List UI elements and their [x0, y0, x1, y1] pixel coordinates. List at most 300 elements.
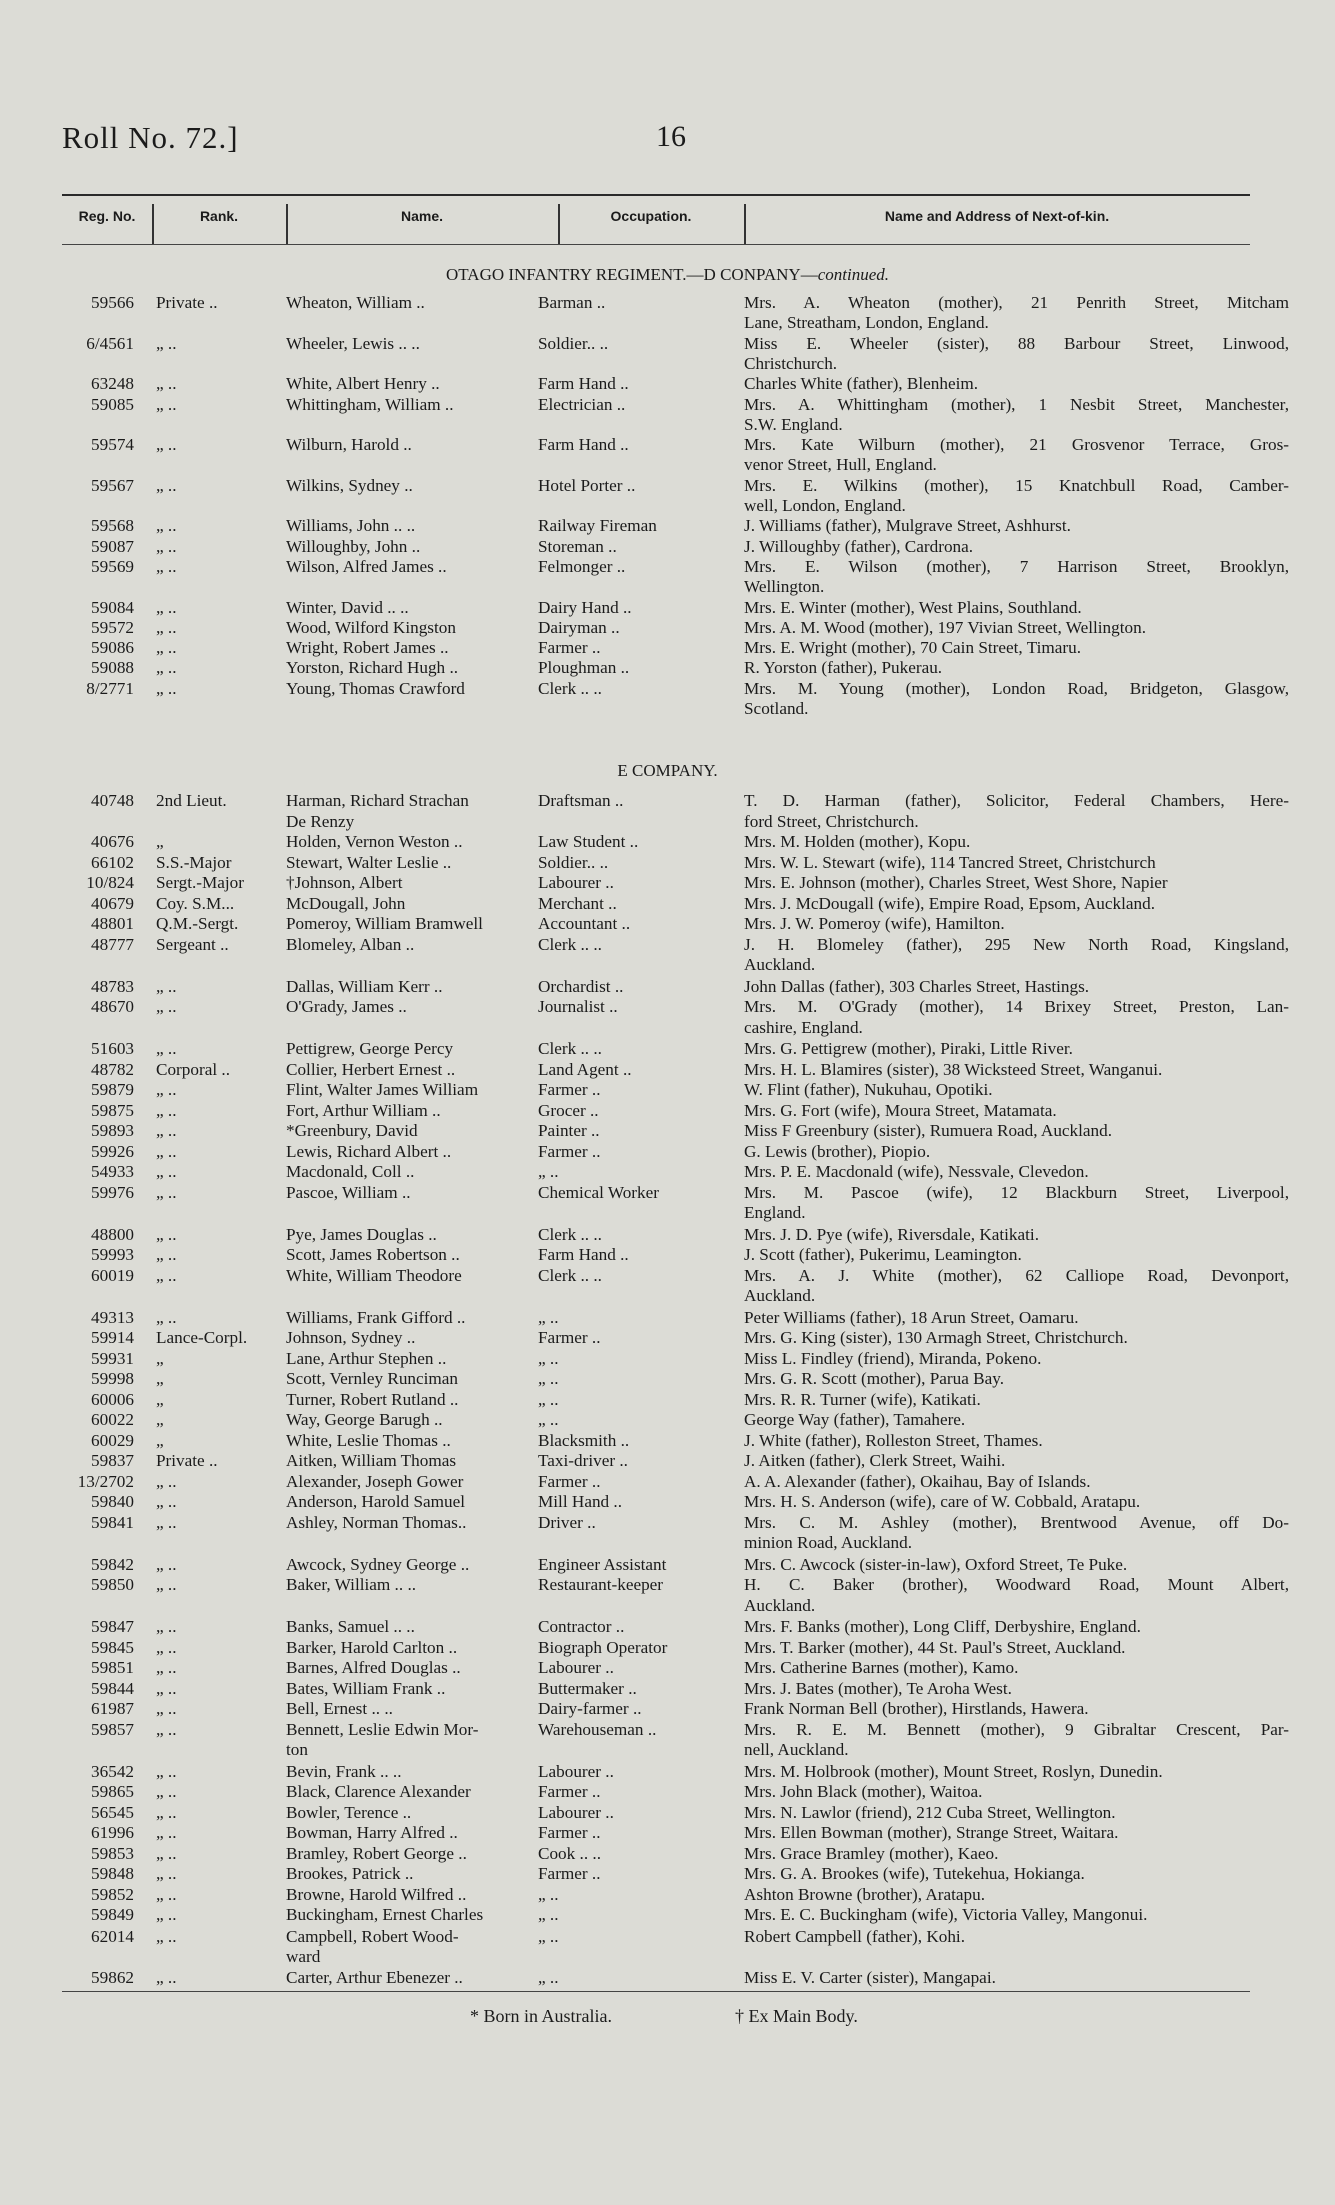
name: Wheeler, Lewis .. .. — [286, 333, 420, 353]
occupation: Clerk .. .. — [538, 1265, 602, 1285]
next-of-kin: Mrs. P. E. Macdonald (wife), Nessvale, Clevedon. — [744, 1162, 1089, 1181]
rank: „ .. — [156, 1926, 177, 1946]
reg-no: 60022 — [91, 1410, 134, 1429]
occupation: Farm Hand .. — [538, 435, 629, 455]
occupation: Farmer .. — [538, 638, 601, 658]
next-of-kin: Mrs. G. King (sister), 130 Armagh Street, Christchurch. — [744, 1328, 1128, 1347]
name: Williams, Frank Gifford .. — [286, 1307, 466, 1327]
occupation: Felmonger .. — [538, 556, 626, 576]
name: Browne, Harold Wilfred .. — [286, 1884, 467, 1904]
name: Turner, Robert Rutland .. — [286, 1389, 459, 1409]
occupation: Farmer .. — [538, 1141, 601, 1161]
name: Way, George Barugh .. — [286, 1410, 443, 1429]
reg-no: 59852 — [91, 1884, 134, 1904]
occupation: Farmer .. — [538, 1080, 601, 1099]
name: Carter, Arthur Ebenezer .. — [286, 1967, 463, 1987]
occupation: Orchardist .. — [538, 976, 624, 996]
next-of-kin: Miss L. Findley (friend), Miranda, Pokeno. — [744, 1348, 1042, 1368]
next-of-kin: Mrs. J. McDougall (wife), Empire Road, Epsom, Auckland. — [744, 893, 1155, 913]
occupation: Clerk .. .. — [538, 934, 602, 954]
reg-no: 59993 — [91, 1245, 134, 1264]
next-of-kin: Mrs. R. E. M. Bennett (mother), 9 Gibraltar Crescent, Par- — [744, 1719, 1289, 1739]
occupation: Farm Hand .. — [538, 374, 629, 394]
name: Macdonald, Coll .. — [286, 1162, 415, 1181]
next-of-kin-continuation: Wellington. — [744, 577, 825, 597]
rank: Private .. — [156, 293, 218, 312]
occupation: Farmer .. — [538, 1864, 601, 1883]
rank: „ .. — [156, 556, 177, 576]
reg-no: 59569 — [91, 556, 134, 576]
name: Banks, Samuel .. .. — [286, 1617, 415, 1636]
next-of-kin-continuation: Auckland. — [744, 1595, 816, 1615]
next-of-kin: Mrs. A. Whittingham (mother), 1 Nesbit Street, Manchester, — [744, 394, 1289, 414]
occupation: Buttermaker .. — [538, 1678, 637, 1698]
next-of-kin: Mrs. Kate Wilburn (mother), 21 Grosvenor Terrace, Gros- — [744, 435, 1289, 455]
reg-no: 59086 — [91, 638, 134, 658]
occupation: Merchant .. — [538, 893, 617, 913]
occupation: Clerk .. .. — [538, 1039, 602, 1058]
reg-no: 59875 — [91, 1100, 134, 1120]
next-of-kin: Mrs. A. Wheaton (mother), 21 Penrith Street, Mitcham — [744, 293, 1289, 312]
next-of-kin: Robert Campbell (father), Kohi. — [744, 1926, 965, 1946]
rank: „ .. — [156, 597, 177, 617]
col-reg-no: Reg. No. — [78, 208, 136, 224]
reg-no: 59842 — [91, 1554, 134, 1574]
name: Willoughby, John .. — [286, 536, 421, 556]
rank: „ .. — [156, 1554, 177, 1574]
next-of-kin-continuation: Scotland. — [744, 699, 809, 718]
rank: „ .. — [156, 1121, 177, 1140]
reg-no: 48670 — [91, 997, 134, 1016]
next-of-kin: Mrs. T. Barker (mother), 44 St. Paul's Street, Auckland. — [744, 1637, 1126, 1657]
next-of-kin: W. Flint (father), Nukuhau, Opotiki. — [744, 1080, 993, 1099]
occupation: Contractor .. — [538, 1617, 625, 1636]
name: Yorston, Richard Hugh .. — [286, 658, 459, 678]
reg-no: 63248 — [91, 374, 134, 394]
name: Bramley, Robert George .. — [286, 1843, 467, 1863]
next-of-kin: A. A. Alexander (father), Okaihau, Bay of Islands. — [744, 1471, 1091, 1491]
rank: „ .. — [156, 1512, 177, 1532]
next-of-kin-continuation: Lane, Streatham, London, England. — [744, 313, 989, 333]
name: Flint, Walter James William — [286, 1080, 479, 1099]
reg-no: 49313 — [91, 1307, 134, 1327]
rank: „ .. — [156, 976, 177, 996]
rank: „ .. — [156, 1265, 177, 1285]
rank: „ — [156, 1389, 164, 1409]
occupation: Ploughman .. — [538, 658, 630, 678]
next-of-kin: Mrs. J. Bates (mother), Te Aroha West. — [744, 1678, 1012, 1698]
rank: „ .. — [156, 1471, 177, 1491]
section-e-company: E COMPANY. — [617, 761, 718, 780]
occupation: „ .. — [538, 1410, 559, 1429]
next-of-kin: Ashton Browne (brother), Aratapu. — [744, 1884, 986, 1904]
next-of-kin-continuation: England. — [744, 1203, 806, 1222]
next-of-kin: Mrs. E. Wright (mother), 70 Cain Street, Timaru. — [744, 638, 1081, 658]
reg-no: 48800 — [91, 1224, 134, 1244]
name: Young, Thomas Crawford — [286, 678, 465, 698]
occupation: „ .. — [538, 1884, 559, 1904]
rank: S.S.-Major — [156, 852, 232, 872]
name: Bell, Ernest .. .. — [286, 1699, 393, 1718]
col-name: Name. — [400, 208, 444, 224]
name: White, William Theodore — [286, 1265, 462, 1285]
next-of-kin: Mrs. G. Fort (wife), Moura Street, Matamata. — [744, 1100, 1057, 1120]
rank: „ — [156, 1430, 164, 1450]
reg-no: 59084 — [91, 597, 134, 617]
rank: „ .. — [156, 1575, 177, 1594]
next-of-kin: Mrs. R. R. Turner (wife), Katikati. — [744, 1389, 981, 1409]
next-of-kin: Mrs. E. Winter (mother), West Plains, Southland. — [744, 597, 1082, 617]
name: Stewart, Walter Leslie .. — [286, 852, 452, 872]
name: Barker, Harold Carlton .. — [286, 1637, 458, 1657]
name: Holden, Vernon Weston .. — [286, 832, 463, 851]
rank: „ — [156, 1410, 164, 1429]
next-of-kin: J. Aitken (father), Clerk Street, Waihi. — [744, 1451, 1006, 1470]
next-of-kin: Mrs. J. W. Pomeroy (wife), Hamilton. — [744, 914, 1005, 933]
next-of-kin: Mrs. W. L. Stewart (wife), 114 Tancred Street, Christchurch — [744, 852, 1156, 872]
occupation: Labourer .. — [538, 873, 614, 892]
name: Scott, James Robertson .. — [286, 1245, 460, 1264]
next-of-kin-continuation: nell, Auckland. — [744, 1740, 849, 1759]
occupation: Soldier.. .. — [538, 333, 609, 353]
name: Williams, John .. .. — [286, 516, 416, 536]
footnote-born-australia: * Born in Australia. — [470, 2006, 612, 2026]
occupation: „ .. — [538, 1162, 559, 1181]
reg-no: 60029 — [91, 1430, 134, 1450]
name: Black, Clarence Alexander — [286, 1782, 471, 1801]
footnote-ex-main-body: † Ex Main Body. — [735, 2006, 858, 2026]
rank: „ .. — [156, 1182, 177, 1202]
reg-no: 59088 — [91, 658, 134, 678]
rank: „ .. — [156, 1617, 177, 1636]
name: Barnes, Alfred Douglas .. — [286, 1658, 461, 1677]
rank: „ .. — [156, 1080, 177, 1099]
rank: „ .. — [156, 1967, 177, 1987]
occupation: Law Student .. — [538, 832, 639, 851]
name: Johnson, Sydney .. — [286, 1328, 416, 1347]
name: Pettigrew, George Percy — [286, 1039, 454, 1058]
occupation: Farmer .. — [538, 1328, 601, 1347]
occupation: Dairy-farmer .. — [538, 1699, 642, 1718]
rank: „ .. — [156, 1802, 177, 1822]
reg-no: 59851 — [91, 1658, 134, 1677]
reg-no: 48782 — [91, 1059, 134, 1079]
rank: Q.M.-Sergt. — [156, 914, 239, 933]
next-of-kin: Mrs. G. R. Scott (mother), Parua Bay. — [744, 1369, 1005, 1388]
next-of-kin: Charles White (father), Blenheim. — [744, 374, 979, 394]
occupation: Clerk .. .. — [538, 1224, 602, 1244]
name: White, Albert Henry .. — [286, 374, 440, 394]
next-of-kin-continuation: Christchurch. — [744, 353, 838, 373]
occupation: Blacksmith .. — [538, 1430, 630, 1450]
name: Pye, James Douglas .. — [286, 1224, 437, 1244]
rank: „ .. — [156, 1761, 177, 1781]
reg-no: 59085 — [91, 394, 134, 414]
name: Bennett, Leslie Edwin Mor- — [286, 1719, 479, 1739]
occupation: „ .. — [538, 1369, 559, 1388]
rank: Private .. — [156, 1451, 218, 1470]
name: Aitken, William Thomas — [286, 1451, 457, 1470]
next-of-kin: Mrs. M. Young (mother), London Road, Bridgeton, Glasgow, — [744, 678, 1289, 698]
occupation: Farmer .. — [538, 1782, 601, 1801]
next-of-kin: Mrs. M. Holden (mother), Kopu. — [744, 832, 971, 851]
next-of-kin: Miss F Greenbury (sister), Rumuera Road, Auckland. — [744, 1121, 1113, 1140]
occupation: „ .. — [538, 1967, 559, 1987]
name: Lane, Arthur Stephen .. — [286, 1348, 447, 1368]
reg-no: 62014 — [91, 1926, 134, 1946]
name: Alexander, Joseph Gower — [286, 1471, 464, 1491]
next-of-kin: John Dallas (father), 303 Charles Street, Hastings. — [744, 976, 1090, 996]
reg-no: 59931 — [91, 1348, 134, 1368]
reg-no: 59568 — [91, 516, 134, 536]
next-of-kin: Peter Williams (father), 18 Arun Street, Oamaru. — [744, 1307, 1079, 1327]
occupation: Dairyman .. — [538, 617, 620, 637]
name: Brookes, Patrick .. — [286, 1864, 414, 1883]
rank: Corporal .. — [156, 1059, 230, 1079]
reg-no: 60019 — [91, 1265, 134, 1285]
rank: „ .. — [156, 1637, 177, 1657]
name: Wright, Robert James .. — [286, 638, 449, 658]
occupation: Draftsman .. — [538, 791, 624, 810]
next-of-kin-continuation: Auckland. — [744, 955, 816, 974]
next-of-kin: Mrs. M. Holbrook (mother), Mount Street, Roslyn, Dunedin. — [744, 1761, 1163, 1781]
occupation: Storeman .. — [538, 536, 617, 556]
occupation: Chemical Worker — [538, 1182, 659, 1202]
reg-no: 59850 — [91, 1575, 134, 1594]
rank: „ .. — [156, 1658, 177, 1677]
reg-no: 13/2702 — [77, 1471, 134, 1491]
occupation: Journalist .. — [538, 997, 618, 1016]
occupation: Hotel Porter .. — [538, 475, 636, 495]
name: Pascoe, William .. — [286, 1182, 411, 1202]
name: Wilkins, Sydney .. — [286, 475, 413, 495]
name: Buckingham, Ernest Charles — [286, 1905, 484, 1924]
reg-no: 59837 — [91, 1451, 134, 1470]
name: †Johnson, Albert — [286, 873, 403, 892]
rank: 2nd Lieut. — [156, 791, 227, 810]
rank: „ — [156, 832, 164, 851]
rank: „ .. — [156, 638, 177, 658]
name: Wheaton, William .. — [286, 293, 425, 312]
reg-no: 66102 — [91, 852, 134, 872]
occupation: Railway Fireman — [538, 516, 657, 536]
next-of-kin-continuation: well, London, England. — [744, 496, 906, 515]
next-of-kin: Mrs. John Black (mother), Waitoa. — [744, 1782, 983, 1801]
next-of-kin: G. Lewis (brother), Piopio. — [744, 1141, 931, 1161]
reg-no: 48801 — [91, 914, 134, 933]
rank: „ .. — [156, 617, 177, 637]
reg-no: 59848 — [91, 1864, 134, 1883]
occupation: Land Agent .. — [538, 1059, 632, 1079]
reg-no: 48783 — [91, 976, 134, 996]
rank: „ .. — [156, 475, 177, 495]
reg-no: 59865 — [91, 1782, 134, 1801]
next-of-kin: Mrs. G. A. Brookes (wife), Tutekehua, Hokianga. — [744, 1864, 1085, 1883]
reg-no: 59840 — [91, 1492, 134, 1511]
occupation: Mill Hand .. — [538, 1492, 623, 1511]
reg-no: 59998 — [91, 1369, 134, 1388]
next-of-kin: Mrs. G. Pettigrew (mother), Piraki, Little River. — [744, 1039, 1073, 1058]
reg-no: 40676 — [91, 832, 134, 851]
rank: „ .. — [156, 1884, 177, 1904]
reg-no: 61987 — [91, 1699, 134, 1718]
next-of-kin: Mrs. F. Banks (mother), Long Cliff, Derbyshire, England. — [744, 1617, 1141, 1636]
name-continuation: ward — [286, 1947, 321, 1966]
reg-no: 48777 — [91, 934, 134, 954]
reg-no: 59572 — [91, 617, 134, 637]
next-of-kin: Mrs. E. Wilkins (mother), 15 Knatchbull Road, Camber- — [744, 475, 1289, 495]
reg-no: 36542 — [91, 1761, 134, 1781]
roll-number: Roll No. 72.] — [62, 120, 239, 155]
reg-no: 59853 — [91, 1843, 134, 1863]
reg-no: 59914 — [91, 1328, 134, 1347]
reg-no: 59574 — [91, 435, 134, 455]
header-rule-top — [62, 194, 1250, 196]
next-of-kin: Mrs. M. Pascoe (wife), 12 Blackburn Street, Liverpool, — [744, 1182, 1289, 1202]
reg-no: 59926 — [91, 1141, 134, 1161]
next-of-kin: Frank Norman Bell (brother), Hirstlands, Hawera. — [744, 1699, 1089, 1718]
occupation: Driver .. — [538, 1512, 596, 1532]
name-continuation: ton — [286, 1740, 308, 1759]
rank: „ .. — [156, 394, 177, 414]
reg-no: 59844 — [91, 1678, 134, 1698]
occupation: „ .. — [538, 1389, 559, 1409]
name: Pomeroy, William Bramwell — [286, 914, 483, 933]
next-of-kin: Mrs. H. L. Blamires (sister), 38 Wicksteed Street, Wanganui. — [744, 1059, 1163, 1079]
occupation: Labourer .. — [538, 1761, 614, 1781]
next-of-kin: Mrs. E. Johnson (mother), Charles Street, West Shore, Napier — [744, 873, 1168, 892]
rank: „ .. — [156, 374, 177, 394]
rank: „ .. — [156, 1843, 177, 1863]
occupation: Clerk .. .. — [538, 678, 602, 698]
rank: „ .. — [156, 1492, 177, 1511]
name: Bevin, Frank .. .. — [286, 1761, 402, 1781]
occupation: Farmer .. — [538, 1823, 601, 1842]
reg-no: 59976 — [91, 1182, 134, 1202]
name: *Greenbury, David — [286, 1121, 418, 1140]
next-of-kin: Mrs. A. M. Wood (mother), 197 Vivian Street, Wellington. — [744, 617, 1146, 637]
page-number: 16 — [656, 120, 686, 153]
occupation: Restaurant-keeper — [538, 1575, 664, 1594]
next-of-kin: Mrs. M. O'Grady (mother), 14 Brixey Street, Preston, Lan- — [744, 997, 1289, 1016]
reg-no: 59847 — [91, 1617, 134, 1636]
occupation: Grocer .. — [538, 1100, 599, 1120]
name: Collier, Herbert Ernest .. — [286, 1059, 456, 1079]
footer-rule — [62, 1991, 1250, 1992]
next-of-kin-continuation: venor Street, Hull, England. — [744, 455, 937, 475]
next-of-kin: Mrs. C. Awcock (sister-in-law), Oxford Street, Te Puke. — [744, 1554, 1128, 1574]
rank: „ .. — [156, 536, 177, 556]
next-of-kin: George Way (father), Tamahere. — [744, 1410, 966, 1429]
reg-no: 59862 — [91, 1967, 134, 1987]
name: Wilburn, Harold .. — [286, 435, 412, 455]
next-of-kin: Mrs. E. Wilson (mother), 7 Harrison Street, Brooklyn, — [744, 556, 1289, 576]
reg-no: 40679 — [91, 893, 134, 913]
reg-no: 59841 — [91, 1512, 134, 1532]
name: Wood, Wilford Kingston — [286, 617, 456, 637]
reg-no: 59857 — [91, 1719, 134, 1739]
rank: „ .. — [156, 1782, 177, 1801]
rank: „ .. — [156, 1905, 177, 1924]
name: Scott, Vernley Runciman — [286, 1369, 459, 1388]
rank: „ — [156, 1369, 164, 1388]
occupation: Dairy Hand .. — [538, 597, 632, 617]
name: Lewis, Richard Albert .. — [286, 1141, 452, 1161]
reg-no: 8/2771 — [86, 678, 134, 698]
name: Blomeley, Alban .. — [286, 934, 415, 954]
rank: Lance-Corpl. — [156, 1328, 248, 1347]
name: Winter, David .. .. — [286, 597, 409, 617]
occupation: Warehouseman .. — [538, 1719, 657, 1739]
next-of-kin-continuation: Auckland. — [744, 1286, 816, 1305]
occupation: Farm Hand .. — [538, 1245, 629, 1264]
rank: „ .. — [156, 1141, 177, 1161]
reg-no: 59849 — [91, 1905, 134, 1924]
rank: „ .. — [156, 1245, 177, 1264]
occupation: Cook .. .. — [538, 1843, 602, 1863]
next-of-kin: Mrs. C. M. Ashley (mother), Brentwood Avenue, off Do- — [744, 1512, 1289, 1532]
next-of-kin: T. D. Harman (father), Solicitor, Federal Chambers, Here- — [744, 791, 1289, 810]
next-of-kin: Mrs. N. Lawlor (friend), 212 Cuba Street, Wellington. — [744, 1802, 1116, 1822]
rank: „ .. — [156, 333, 177, 353]
reg-no: 59087 — [91, 536, 134, 556]
reg-no: 59845 — [91, 1637, 134, 1657]
next-of-kin: Miss E. V. Carter (sister), Mangapai. — [744, 1967, 996, 1987]
rank: „ .. — [156, 997, 177, 1016]
rank: „ .. — [156, 658, 177, 678]
reg-no: 40748 — [91, 791, 134, 810]
occupation: „ .. — [538, 1926, 559, 1946]
next-of-kin-continuation: cashire, England. — [744, 1017, 863, 1037]
rank: „ .. — [156, 1039, 177, 1058]
rank: „ .. — [156, 1864, 177, 1883]
name: McDougall, John — [286, 893, 406, 913]
name: Bowler, Terence .. — [286, 1802, 412, 1822]
section-d-company: OTAGO INFANTRY REGIMENT.—D CONPANY—continued. — [446, 265, 889, 284]
rank: „ .. — [156, 1678, 177, 1698]
rank: „ .. — [156, 678, 177, 698]
occupation: „ .. — [538, 1307, 559, 1327]
col-occupation: Occupation. — [610, 208, 692, 224]
reg-no: 54933 — [91, 1162, 134, 1181]
rank: Sergeant .. — [156, 934, 229, 954]
col-rank: Rank. — [199, 208, 239, 224]
next-of-kin: J. Williams (father), Mulgrave Street, Ashhurst. — [744, 516, 1071, 536]
occupation: Farmer .. — [538, 1471, 601, 1491]
next-of-kin: R. Yorston (father), Pukerau. — [744, 658, 943, 678]
reg-no: 6/4561 — [86, 333, 134, 353]
next-of-kin: Mrs. A. J. White (mother), 62 Calliope Road, Devonport, — [744, 1265, 1289, 1285]
next-of-kin-continuation: S.W. England. — [744, 414, 843, 434]
next-of-kin: Mrs. Ellen Bowman (mother), Strange Street, Waitara. — [744, 1823, 1119, 1842]
occupation: Taxi-driver .. — [538, 1451, 628, 1470]
reg-no: 10/824 — [86, 873, 134, 892]
next-of-kin: Mrs. Catherine Barnes (mother), Kamo. — [744, 1658, 1019, 1677]
name: Baker, William .. .. — [286, 1575, 417, 1594]
occupation: Labourer .. — [538, 1658, 614, 1677]
next-of-kin: J. Scott (father), Pukerimu, Leamington. — [744, 1245, 1022, 1264]
rank: Coy. S.M... — [156, 893, 235, 913]
name: Bowman, Harry Alfred .. — [286, 1823, 458, 1842]
occupation: Biograph Operator — [538, 1637, 668, 1657]
name-continuation: De Renzy — [286, 811, 355, 831]
rank: „ .. — [156, 1719, 177, 1739]
rank: „ .. — [156, 1162, 177, 1181]
name: O'Grady, James .. — [286, 997, 407, 1016]
next-of-kin: Mrs. Grace Bramley (mother), Kaeo. — [744, 1843, 999, 1863]
name: Bates, William Frank .. — [286, 1678, 446, 1698]
rank: „ .. — [156, 1100, 177, 1120]
